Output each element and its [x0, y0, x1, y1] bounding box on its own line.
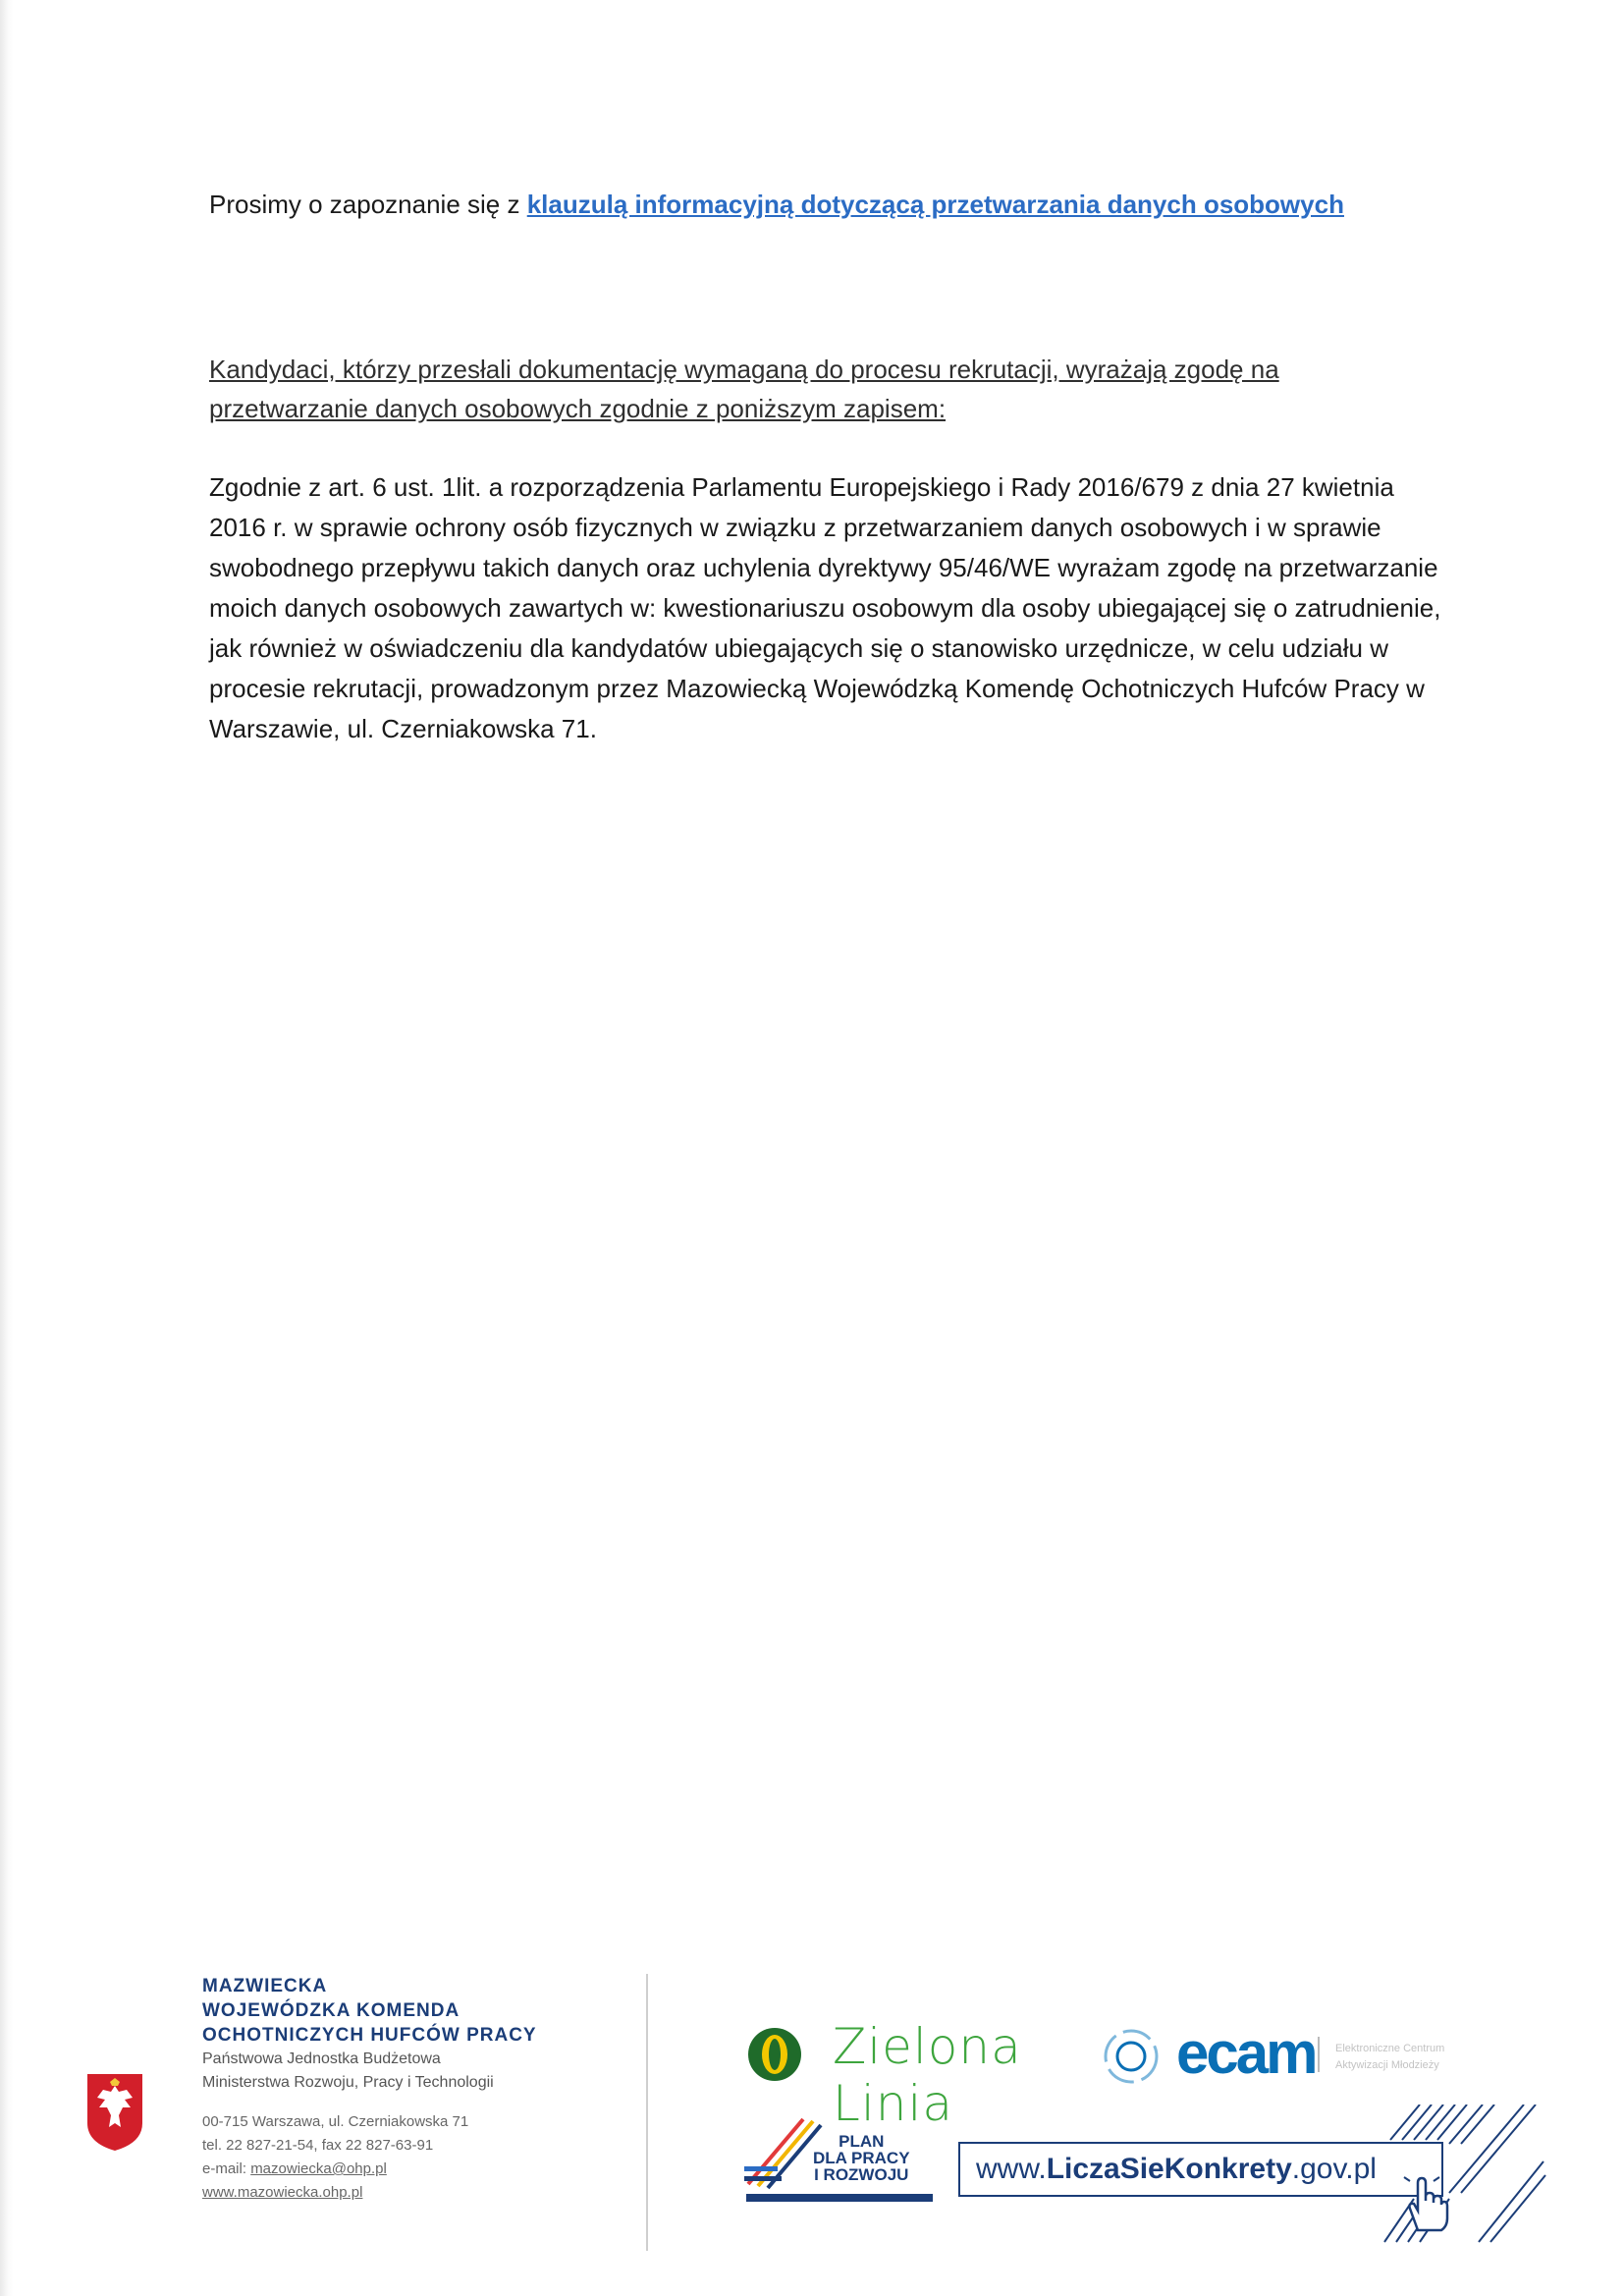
url-box[interactable] [958, 2142, 1443, 2197]
consent-heading: Kandydaci, którzy przesłali dokumentację wymaganą do procesu rekrutacji, wyrażają zgodę na przetwarzanie danych osobowych zgodnie z poniższym zapisem: [209, 355, 1279, 423]
intro-text: Prosimy o zapoznanie się z [209, 190, 527, 219]
org-email-line [202, 2158, 634, 2181]
ecam-subtitle-1: Elektroniczne Centrum [1335, 2043, 1445, 2054]
url-prefix: www. [976, 2153, 1047, 2185]
plan-line-3: I ROZWOJU [814, 2165, 909, 2184]
ecam-logo [1100, 2020, 1532, 2092]
ecam-subtitle [1335, 2041, 1444, 2074]
url-bold: LiczaSieKonkrety [1046, 2153, 1292, 2185]
intro-line [209, 187, 1446, 222]
plan-title [813, 2133, 910, 2183]
zielona-linia-logo [746, 2018, 1060, 2132]
plan-line-2: DLA PRACY [813, 2149, 910, 2167]
ecam-text: ecam [1176, 2020, 1316, 2086]
org-phone: tel. 22 827-21-54, fax 22 827-63-91 [202, 2137, 434, 2154]
zielona-linia-icon [746, 2026, 803, 2083]
url-suffix: .gov.pl [1291, 2153, 1377, 2185]
org-block [202, 1974, 634, 2205]
zielona-linia-text: Zielona Linia [833, 2018, 1022, 2132]
consent-body: Zgodnie z art. 6 ust. 1lit. a rozporządzenia Parlamentu Europejskiego i Rady 2016/679 z dnia 27 kwietnia 2016 r. w sprawie ochrony osób fizycznych w związku z przetwarzaniem danych osobowych i w sprawie swobodnego przepływu takich danych oraz uchylenia dyrektywy 95/46/WE wyrażam zgodę na przetwarzanie moich danych osobowych zawartych w: kwestionariuszu osobowym dla osoby ubiegającej się o zatrudnienie, jak również w oświadczeniu dla kandydatów ubiegających się o stanowisko urzędnicze, w celu udziału w procesie rekrutacji, prowadzonym przez Mazowiecką Wojewódzką Komendę Ochotniczych Hufców Pracy w Warszawie, ul. Czerniakowska 71. [209, 472, 1441, 743]
footer-divider [646, 1974, 648, 2251]
ecam-subtitle-2: Aktywizacji Młodzieży [1335, 2059, 1439, 2071]
plan-swoosh-icon [744, 2115, 823, 2194]
scan-edge [0, 0, 14, 2296]
campaign-url[interactable] [976, 2153, 1377, 2186]
plan-line-1: PLAN [839, 2132, 885, 2151]
plan-dla-pracy-logo [744, 2111, 941, 2224]
privacy-clause-link[interactable]: klauzulą informacyjną dotyczącą przetwarzania danych osobowych [526, 190, 1344, 219]
org-name-line-1: MAZWIECKA [202, 1976, 328, 1996]
org-subtitle-2: Ministerstwa Rozwoju, Pracy i Technologii [202, 2074, 494, 2091]
org-name-line-2: WOJEWÓDZKA KOMENDA [202, 2000, 460, 2021]
email-link[interactable]: mazowiecka@ohp.pl [250, 2160, 387, 2177]
hand-pointer-icon [1400, 2173, 1451, 2232]
liczasiekonkrety-banner [958, 2105, 1547, 2252]
website-link[interactable]: www.mazowiecka.ohp.pl [202, 2184, 363, 2201]
polish-emblem-icon [85, 2072, 144, 2153]
email-label: e-mail: [202, 2160, 251, 2177]
ecam-circle-icon [1100, 2025, 1163, 2088]
org-address: 00-715 Warszawa, ul. Czerniakowska 71 [202, 2113, 469, 2130]
org-subtitle-1: Państwowa Jednostka Budżetowa [202, 2050, 441, 2067]
org-name-line-3: OCHOTNICZYCH HUFCÓW PRACY [202, 2025, 537, 2046]
plan-bar [746, 2194, 933, 2202]
